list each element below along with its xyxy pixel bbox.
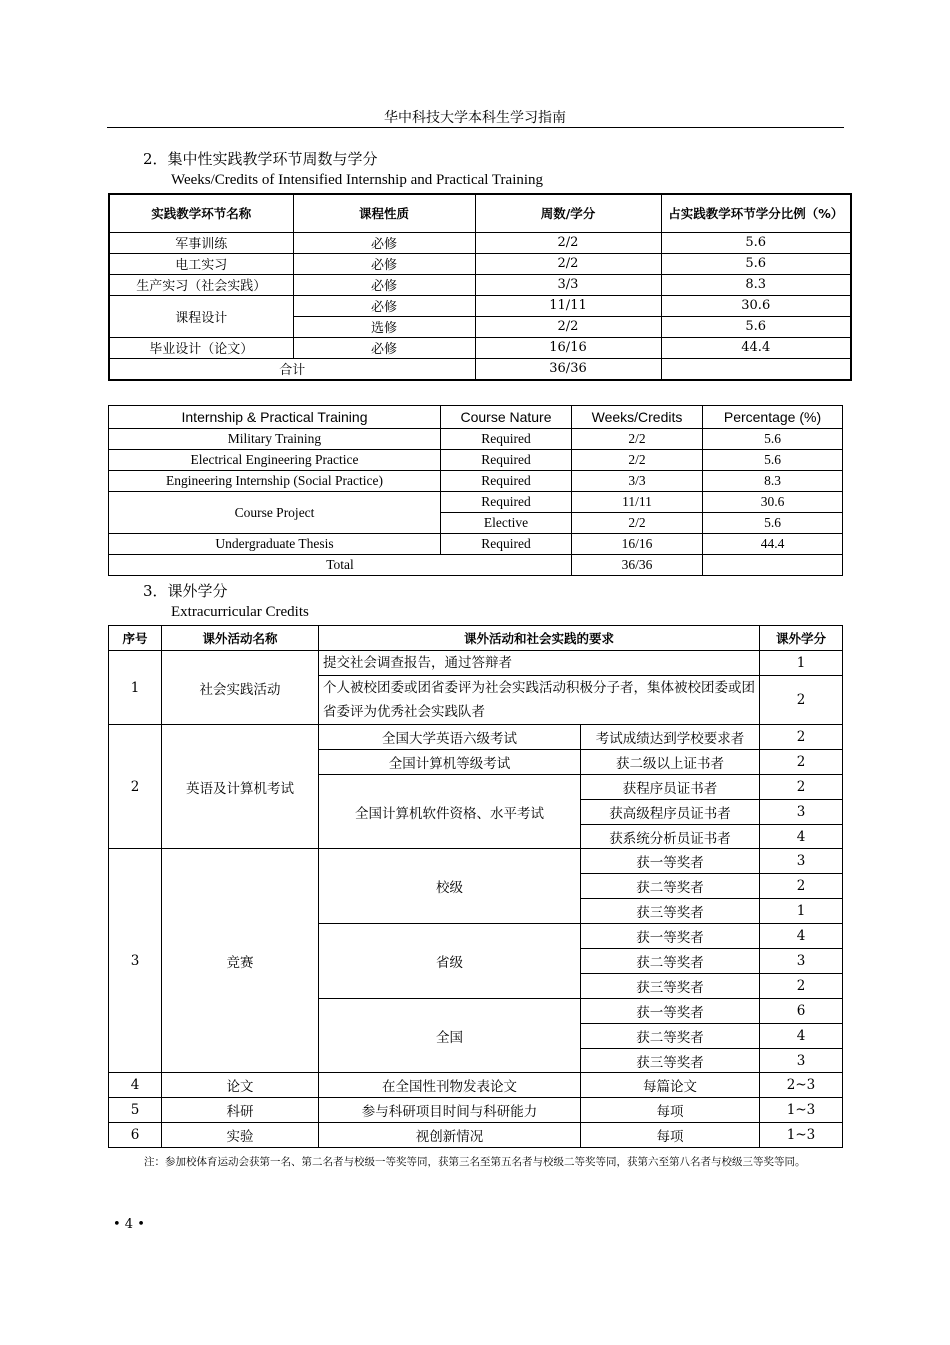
table-cell: 2/2	[475, 316, 661, 337]
table-row	[109, 492, 843, 513]
credit: 3	[760, 949, 843, 974]
condition: 获一等奖者	[581, 998, 760, 1023]
table-cell: 2/2	[572, 429, 703, 450]
column-header: 课外活动和社会实践的要求	[319, 626, 760, 651]
competition-level: 全国	[319, 998, 581, 1073]
column-header: 课外学分	[760, 626, 843, 651]
table-row	[109, 849, 843, 874]
condition: 获程序员证书者	[581, 774, 760, 799]
credit: 6	[760, 998, 843, 1023]
table-cell: 3/3	[572, 471, 703, 492]
table-cell: Required	[441, 534, 572, 555]
credit: 2	[760, 676, 843, 725]
table-cell: Required	[441, 471, 572, 492]
table-row	[109, 232, 851, 253]
table-cell: 44.4	[661, 337, 851, 358]
table-row	[109, 295, 851, 316]
table-cell: 5.6	[661, 316, 851, 337]
table-cell: 2/2	[572, 513, 703, 534]
table-cell: 军事训练	[109, 232, 293, 253]
table-row	[109, 534, 843, 555]
table-cell: 44.4	[703, 534, 843, 555]
table-cell: 11/11	[572, 492, 703, 513]
condition: 获二等奖者	[581, 874, 760, 899]
table-row	[109, 1098, 843, 1123]
row-number: 5	[109, 1098, 162, 1123]
exam-name: 全国计算机等级考试	[319, 749, 581, 774]
table-row	[109, 725, 843, 750]
credit: 1~3	[760, 1098, 843, 1123]
credit: 2	[760, 973, 843, 998]
exam-name: 全国计算机软件资格、水平考试	[319, 774, 581, 849]
section-3-title: 3．课外学分	[143, 582, 228, 600]
condition: 获高级程序员证书者	[581, 799, 760, 824]
credit: 4	[760, 824, 843, 849]
column-header: Internship & Practical Training	[109, 406, 441, 429]
row-number: 6	[109, 1123, 162, 1148]
requirement: 在全国性刊物发表论文	[319, 1073, 581, 1098]
table-cell: 必修	[293, 253, 475, 274]
table-cell: Military Training	[109, 429, 441, 450]
column-header: 课程性质	[293, 194, 475, 232]
table-header-row	[109, 406, 843, 429]
table-cell: 电工实习	[109, 253, 293, 274]
credit: 2	[760, 725, 843, 750]
activity-name: 社会实践活动	[162, 651, 319, 725]
column-header: Course Nature	[441, 406, 572, 429]
table-row	[109, 274, 851, 295]
table-cell: 2/2	[475, 253, 661, 274]
credit: 4	[760, 1023, 843, 1048]
table-row	[109, 450, 843, 471]
table-header-row	[109, 194, 851, 232]
table-cell: 3/3	[475, 274, 661, 295]
condition: 每项	[581, 1123, 760, 1148]
condition: 获二等奖者	[581, 949, 760, 974]
footnote: 注：参加校体育运动会获第一名、第二名者与校级一等奖等同，获第三名至第五名者与校级二等奖等同，获第六至第八名者与校级三等奖等同。	[144, 1156, 806, 1168]
practical-training-table-cn	[108, 193, 852, 381]
total-row	[109, 555, 843, 576]
condition: 获系统分析员证书者	[581, 824, 760, 849]
table-cell: Elective	[441, 513, 572, 534]
condition: 获三等奖者	[581, 1048, 760, 1073]
requirement: 视创新情况	[319, 1123, 581, 1148]
row-number: 4	[109, 1073, 162, 1098]
table-row	[109, 429, 843, 450]
table-cell: 5.6	[661, 232, 851, 253]
credit: 1	[760, 899, 843, 924]
total-label: Total	[109, 555, 572, 576]
table-cell: Engineering Internship (Social Practice)	[109, 471, 441, 492]
table-cell: Required	[441, 450, 572, 471]
table-row	[109, 1123, 843, 1148]
table-cell: 必修	[293, 274, 475, 295]
activity-name: 英语及计算机考试	[162, 725, 319, 849]
table-cell: 必修	[293, 232, 475, 253]
column-header: Weeks/Credits	[572, 406, 703, 429]
table-cell: 课程设计	[109, 295, 293, 337]
table-row	[109, 471, 843, 492]
condition: 获一等奖者	[581, 849, 760, 874]
table-cell: 5.6	[703, 513, 843, 534]
row-number: 2	[109, 725, 162, 849]
table-row	[109, 253, 851, 274]
condition: 每项	[581, 1098, 760, 1123]
table-cell	[703, 555, 843, 576]
table-cell: 5.6	[703, 450, 843, 471]
row-number: 1	[109, 651, 162, 725]
table-cell: 毕业设计（论文）	[109, 337, 293, 358]
condition: 考试成绩达到学校要求者	[581, 725, 760, 750]
table-row	[109, 337, 851, 358]
table-cell: Undergraduate Thesis	[109, 534, 441, 555]
credit: 2~3	[760, 1073, 843, 1098]
credit: 4	[760, 924, 843, 949]
credit: 1~3	[760, 1123, 843, 1148]
credit: 3	[760, 1048, 843, 1073]
row-number: 3	[109, 849, 162, 1073]
section-3-subtitle: Extracurricular Credits	[171, 604, 309, 620]
condition: 获二级以上证书者	[581, 749, 760, 774]
column-header: 序号	[109, 626, 162, 651]
table-cell: 5.6	[661, 253, 851, 274]
table-cell: Required	[441, 429, 572, 450]
credit: 2	[760, 874, 843, 899]
requirement: 提交社会调查报告，通过答辩者	[319, 651, 760, 676]
table-cell: 生产实习（社会实践）	[109, 274, 293, 295]
condition: 获三等奖者	[581, 973, 760, 998]
table-cell: Electrical Engineering Practice	[109, 450, 441, 471]
table-cell: 11/11	[475, 295, 661, 316]
activity-name: 竞赛	[162, 849, 319, 1073]
table-header-row	[109, 626, 843, 651]
credit: 3	[760, 849, 843, 874]
page-number: • 4 •	[113, 1217, 145, 1232]
table-cell: 16/16	[572, 534, 703, 555]
total-value: 36/36	[572, 555, 703, 576]
header-rule	[107, 127, 844, 128]
activity-name: 科研	[162, 1098, 319, 1123]
extracurricular-table	[108, 625, 843, 1148]
table-cell: 5.6	[703, 429, 843, 450]
table-cell: 2/2	[572, 450, 703, 471]
requirement: 个人被校团委或团省委评为社会实践活动积极分子者，集体被校团委或团省委评为优秀社会实践队者	[319, 676, 760, 725]
exam-name: 全国大学英语六级考试	[319, 725, 581, 750]
activity-name: 论文	[162, 1073, 319, 1098]
section-2-subtitle: Weeks/Credits of Intensified Internship and Practical Training	[171, 172, 544, 188]
requirement: 参与科研项目时间与科研能力	[319, 1098, 581, 1123]
practical-training-table-en	[108, 405, 843, 576]
credit: 2	[760, 749, 843, 774]
table-cell: Course Project	[109, 492, 441, 534]
condition: 每篇论文	[581, 1073, 760, 1098]
page-header: 华中科技大学本科生学习指南	[384, 110, 566, 126]
table-row	[109, 651, 843, 676]
total-label: 合计	[109, 358, 475, 380]
column-header: 占实践教学环节学分比例（%）	[661, 194, 851, 232]
column-header: 实践教学环节名称	[109, 194, 293, 232]
section-2-title: 2．集中性实践教学环节周数与学分	[143, 150, 378, 168]
table-cell: 8.3	[703, 471, 843, 492]
credit: 3	[760, 799, 843, 824]
table-cell: 30.6	[661, 295, 851, 316]
competition-level: 省级	[319, 924, 581, 999]
credit: 1	[760, 651, 843, 676]
condition: 获二等奖者	[581, 1023, 760, 1048]
condition: 获三等奖者	[581, 899, 760, 924]
table-cell: 2/2	[475, 232, 661, 253]
column-header: 课外活动名称	[162, 626, 319, 651]
table-cell: 8.3	[661, 274, 851, 295]
competition-level: 校级	[319, 849, 581, 924]
total-row	[109, 358, 851, 380]
table-cell: Required	[441, 492, 572, 513]
column-header: Percentage (%)	[703, 406, 843, 429]
credit: 2	[760, 774, 843, 799]
table-row	[109, 1073, 843, 1098]
table-cell: 必修	[293, 295, 475, 316]
column-header: 周数/学分	[475, 194, 661, 232]
table-cell: 选修	[293, 316, 475, 337]
table-cell	[661, 358, 851, 380]
activity-name: 实验	[162, 1123, 319, 1148]
table-cell: 必修	[293, 337, 475, 358]
table-cell: 16/16	[475, 337, 661, 358]
table-cell: 30.6	[703, 492, 843, 513]
condition: 获一等奖者	[581, 924, 760, 949]
total-value: 36/36	[475, 358, 661, 380]
